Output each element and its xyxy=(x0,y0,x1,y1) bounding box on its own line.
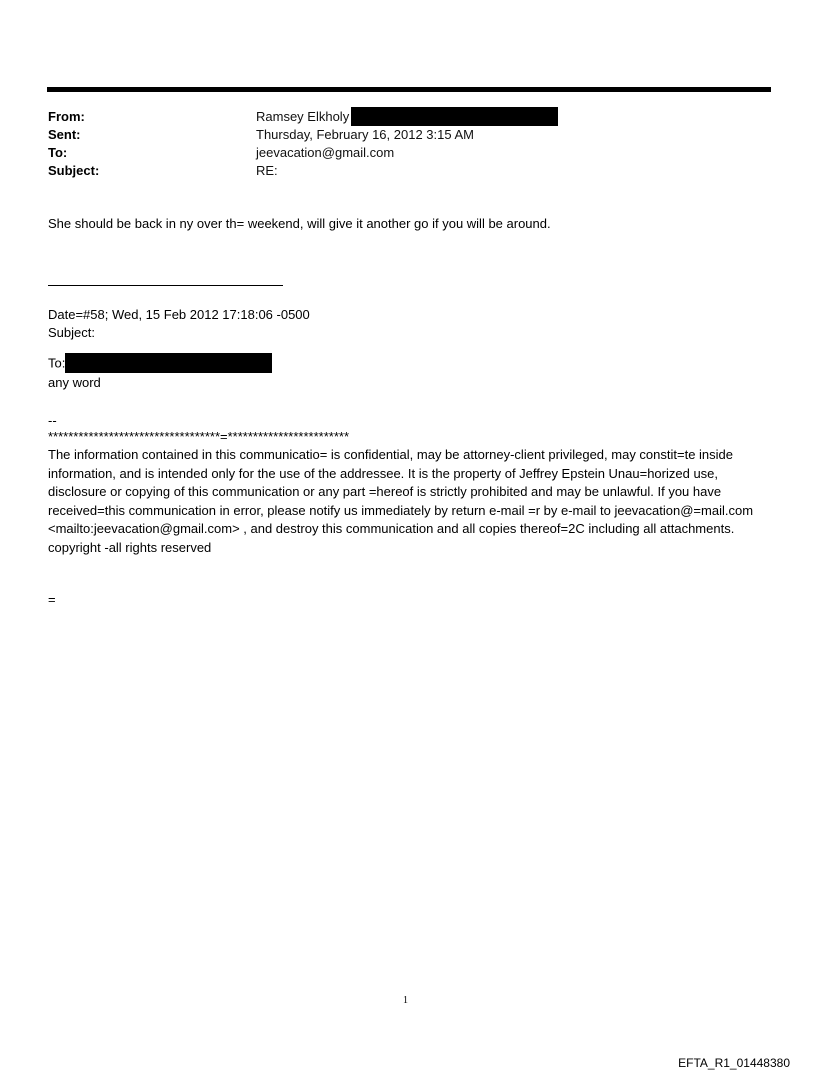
reply-separator-rule xyxy=(48,285,283,286)
page-number: 1 xyxy=(403,995,408,1006)
subject-label: Subject: xyxy=(48,163,100,178)
to-label: To: xyxy=(48,145,68,160)
redaction-box xyxy=(351,107,558,126)
quoted-to-label: To: xyxy=(48,355,66,371)
signature-block xyxy=(48,413,768,445)
quoted-to-row xyxy=(48,354,768,374)
signature-stars: **********************************=************************ xyxy=(48,429,350,444)
from-name: Ramsey Elkholy xyxy=(256,109,350,124)
bates-number: EFTA_R1_01448380 xyxy=(678,1056,790,1070)
redaction-box xyxy=(65,353,272,373)
to-row xyxy=(48,144,768,162)
quoted-message-text: any word xyxy=(48,375,101,390)
email-header xyxy=(48,108,768,180)
sent-label: Sent: xyxy=(48,127,81,142)
to-value: jeevacation@gmail.com xyxy=(256,145,395,160)
signature-dashes: -- xyxy=(48,413,57,428)
header-top-rule xyxy=(47,87,771,92)
quoted-subject: Subject: xyxy=(48,325,95,340)
from-value xyxy=(256,108,768,126)
confidentiality-disclaimer: The information contained in this communicatio= is confidential, may be attorney-client privileged, may constit=te inside information, and is intended only for the use of the addressee. It is the property of Jeffrey Epstein Unau=horized use, disclosure or copying of this communication or any part =hereof is strictly prohibited and may be unlawful. If you have received=this communication in error, please notify us immediately by return e-mail =r by e-mail to jeevacation@=mail.com <mailto:jeevacation@gmail.com> , and destroy this communication and all copies thereof=2C including all attachments. copyright -all rights reserved xyxy=(48,447,754,555)
message-body: She should be back in ny over th= weekend, will give it another go if you will be around. xyxy=(48,216,551,231)
sent-row xyxy=(48,126,768,144)
from-label: From: xyxy=(48,109,85,124)
from-row xyxy=(48,108,768,126)
sent-value: Thursday, February 16, 2012 3:15 AM xyxy=(256,127,474,142)
trailing-equals: = xyxy=(48,592,56,607)
subject-row xyxy=(48,162,768,180)
subject-value: RE: xyxy=(256,163,278,178)
quoted-date: Date=#58; Wed, 15 Feb 2012 17:18:06 -0500 xyxy=(48,307,310,322)
quoted-message xyxy=(48,306,768,392)
